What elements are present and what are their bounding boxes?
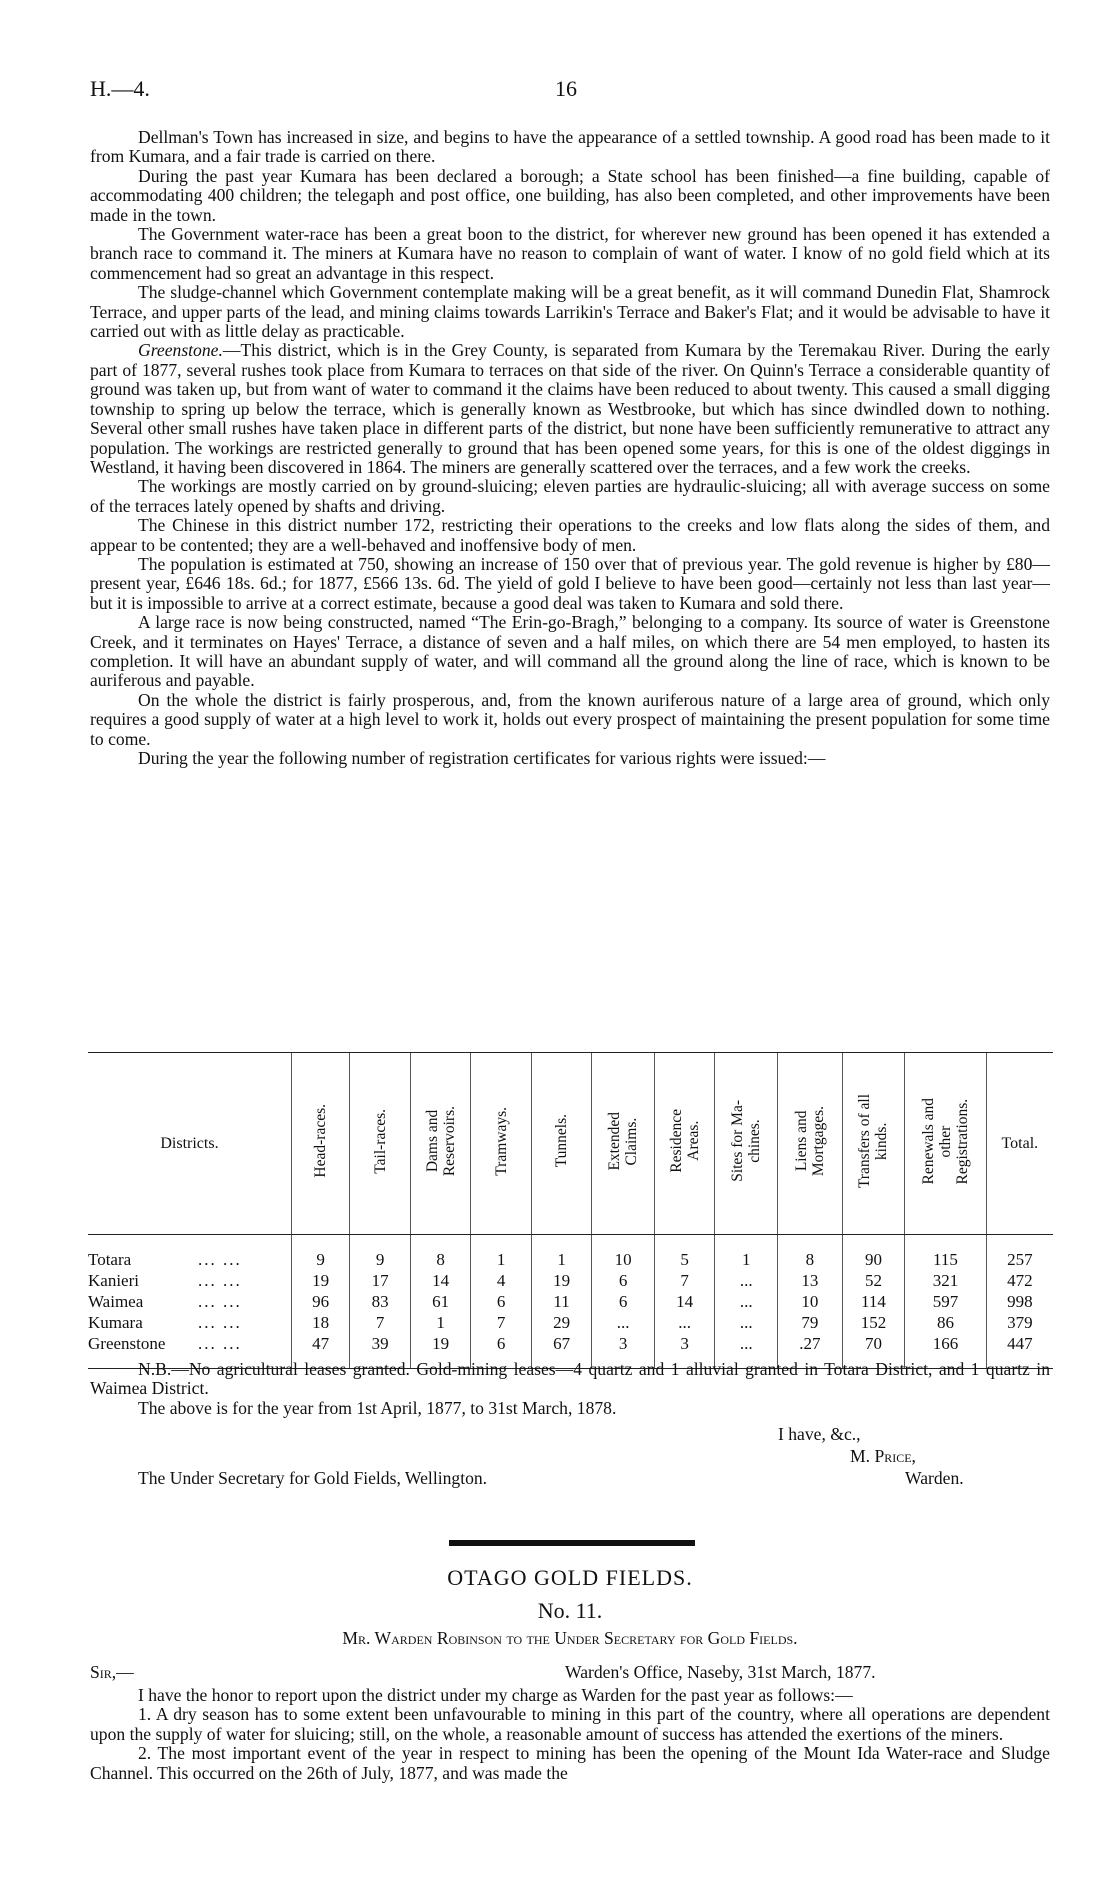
table-cell: 86 (905, 1312, 986, 1333)
table-cell: ... (715, 1270, 778, 1291)
table-cell: 166 (905, 1333, 986, 1369)
signatory-name: M. Price, (850, 1446, 916, 1466)
table-row (88, 1291, 1053, 1312)
otago-report-body (90, 1686, 1050, 1783)
table-cell: 67 (531, 1333, 592, 1369)
report-body (90, 128, 1050, 768)
district-cell: Kumara ... ... (88, 1313, 242, 1332)
table-cell: 5 (654, 1235, 715, 1271)
table-cell: 257 (986, 1235, 1053, 1271)
district-cell: Kanieri ... ... (88, 1271, 242, 1290)
table-cell: 321 (905, 1270, 986, 1291)
signatory-title: Warden. (905, 1468, 964, 1488)
table-cell: 14 (410, 1270, 471, 1291)
paragraph: The sludge-channel which Government contemplate making will be a great benefit, as it will command Dunedin Flat, Shamrock Terrace, and upper parts of the lead, and mining claims towards Larrikin's Terrace and Baker's Flat; and it would be advisable to have it carried out with as little delay as practicable. (90, 282, 1050, 342)
paragraph: I have the honor to report upon the district under my charge as Warden for the past year as follows:— (138, 1685, 853, 1705)
table-cell: 18 (291, 1312, 349, 1333)
period-note: The above is for the year from 1st April, 1877, to 31st March, 1878. (138, 1397, 617, 1418)
table-cell: 6 (592, 1270, 655, 1291)
paragraph: 1. A dry season has to some extent been unfavourable to mining in this part of the country, where all operations are dependent upon the supply of water for sluicing; still, on the whole, a reasonable amount of success has attended the exertions of the miners. (90, 1704, 1050, 1744)
column-header: Sites for Ma- chines. (715, 1053, 778, 1235)
table-cell: 114 (842, 1291, 905, 1312)
table-cell: 83 (350, 1291, 411, 1312)
table-cell: 6 (471, 1291, 532, 1312)
table-cell: ... (715, 1291, 778, 1312)
column-header: Liens and Mortgages. (778, 1053, 843, 1235)
table-cell: 1 (531, 1235, 592, 1271)
district-cell: Waimea ... ... (88, 1292, 242, 1311)
column-header: Tunnels. (531, 1053, 592, 1235)
registration-certificates-table (88, 1052, 1053, 1369)
paragraph: On the whole the district is fairly prosperous, and, from the known auriferous nature of a large area of ground, which only requires a good supply of water at a high level to work it, holds out every prospect of maintaining the present population for some time to come. (90, 689, 1050, 749)
table-cell: .27 (778, 1333, 843, 1369)
table-cell: 10 (592, 1235, 655, 1271)
district-cell: Greenstone ... ... (88, 1333, 291, 1369)
table-cell: 52 (842, 1270, 905, 1291)
table-header-row (88, 1053, 1053, 1235)
table-cell: 29 (531, 1312, 592, 1333)
table-cell: 152 (842, 1312, 905, 1333)
table-cell: 11 (531, 1291, 592, 1312)
paragraph: During the year the following number of registration certificates for various rights were issued:— (138, 748, 826, 768)
table-cell: 19 (291, 1270, 349, 1291)
greenstone-paragraph (90, 341, 1050, 477)
salutation: Sir,— (90, 1662, 134, 1682)
document-reference: H.—4. (90, 76, 150, 101)
page-header (90, 76, 1050, 106)
section-divider (449, 1540, 695, 1546)
table-cell: 79 (778, 1312, 843, 1333)
table-cell: 17 (350, 1270, 411, 1291)
table-cell: 3 (592, 1333, 655, 1369)
table-cell: ... (715, 1312, 778, 1333)
paragraph: A large race is now being constructed, named “The Erin-go-Bragh,” belonging to a company. Its source of water is Greenstone Creek, and it terminates on Hayes' Terrace, a distance of seven and a half miles, on which there are 54 men employed, to hasten its completion. It will have an abundant supply of water, and will command all the ground along the line of race, which is known to be auriferous and payable. (90, 612, 1050, 691)
table-row (88, 1235, 1053, 1271)
paragraph: The Chinese in this district number 172, restricting their operations to the creeks and low flats along the sides of them, and appear to be contented; they are a well-behaved and inoffensive body of men. (90, 515, 1050, 555)
column-header: Head-races. (291, 1053, 349, 1235)
table-cell: 47 (291, 1333, 349, 1369)
page-number: 16 (555, 76, 577, 101)
table-cell: 7 (471, 1312, 532, 1333)
table-cell: 13 (778, 1270, 843, 1291)
table-cell: 1 (715, 1235, 778, 1271)
greenstone-text: —This district, which is in the Grey County, is separated from Kumara by the Teremakau River. During the early part of 1877, several rushes took place from Kumara to terraces on that side of the river. On Quinn's Terrace a considerable quantity of ground was taken up, but from want of water to command it the claims have been reduced to about twenty. This caused a small digging township to spring up below the terrace, which is generally known as Westbrooke, but which has since dwindled down to nothing. Several other small rushes have taken place in different parts of the district, but none have been sufficiently remunerative to attract any population. The workings are restricted generally to ground that has been opened some years, for this is one of the oldest diggings in Westland, it having been discovered in 1864. The miners are generally scattered over the terraces, and a few work the creeks. (90, 340, 1050, 477)
closing: I have, &c., (778, 1424, 861, 1444)
section-subtitle: Mr. Warden Robinson to the Under Secretary for Gold Fields. (342, 1628, 798, 1648)
table-cell: 9 (291, 1235, 349, 1271)
table-cell: 8 (410, 1235, 471, 1271)
table-cell: 9 (350, 1235, 411, 1271)
table-cell: 19 (410, 1333, 471, 1369)
column-header: Renewals and other Registrations. (905, 1053, 986, 1235)
column-header: Dams and Reservoirs. (410, 1053, 471, 1235)
table-cell: 8 (778, 1235, 843, 1271)
table-cell: 6 (592, 1291, 655, 1312)
table-cell: 3 (654, 1333, 715, 1369)
dateline: Warden's Office, Naseby, 31st March, 1877. (565, 1662, 876, 1682)
section-title: OTAGO GOLD FIELDS. (447, 1565, 693, 1590)
table-row (88, 1312, 1053, 1333)
table-cell: 4 (471, 1270, 532, 1291)
table-cell: 61 (410, 1291, 471, 1312)
table-cell: 39 (350, 1333, 411, 1369)
table-cell: ... (654, 1312, 715, 1333)
table-cell: 96 (291, 1291, 349, 1312)
table-cell: 447 (986, 1333, 1053, 1369)
paragraph: The workings are mostly carried on by ground-sluicing; eleven parties are hydraulic-sluicing; all with average success on some of the terraces lately opened by shafts and driving. (90, 476, 1050, 516)
column-header: Transfers of all kinds. (842, 1053, 905, 1235)
table-cell: 115 (905, 1235, 986, 1271)
table-cell: 7 (654, 1270, 715, 1291)
section-number: No. 11. (537, 1598, 603, 1623)
column-header: Districts. (88, 1053, 291, 1235)
district-cell: Totara ... ... (88, 1250, 242, 1269)
column-header: Residence Areas. (654, 1053, 715, 1235)
column-header: Tail-races. (350, 1053, 411, 1235)
table-cell: 1 (471, 1235, 532, 1271)
paragraph: Dellman's Town has increased in size, and begins to have the appearance of a settled township. A good road has been made to it from Kumara, and a fair trade is carried on there. (90, 127, 1050, 167)
column-header: Total. (986, 1053, 1053, 1235)
table-cell: 472 (986, 1270, 1053, 1291)
table-cell: 70 (842, 1333, 905, 1369)
table-cell: 379 (986, 1312, 1053, 1333)
table-notes (90, 1360, 1050, 1418)
table-cell: ... (592, 1312, 655, 1333)
table-cell: 90 (842, 1235, 905, 1271)
addressee: The Under Secretary for Gold Fields, Wellington. (138, 1468, 488, 1488)
paragraph: The population is estimated at 750, showing an increase of 150 over that of previous year. The gold revenue is higher by £80—present year, £646 18s. 6d.; for 1877, £566 13s. 6d. The yield of gold I believe to have been good—certainly not less than last year—but it is impossible to arrive at a correct estimate, because a good deal was taken to Kumara and sold there. (90, 553, 1050, 613)
table-cell: 998 (986, 1291, 1053, 1312)
nb-note: N.B.—No agricultural leases granted. Gold-mining leases—4 quartz and 1 alluvial granted in Totara District, and 1 quartz in Waimea District. (90, 1359, 1050, 1399)
table-cell: 19 (531, 1270, 592, 1291)
paragraph: During the past year Kumara has been declared a borough; a State school has been finished—a fine building, capable of accommodating 400 children; the telegaph and post office, one building, has also been completed, and other improvements have been made in the town. (90, 165, 1050, 225)
table-cell: 7 (350, 1312, 411, 1333)
table-row (88, 1270, 1053, 1291)
paragraph: 2. The most important event of the year in respect to mining has been the opening of the Mount Ida Water-race and Sludge Channel. This occurred on the 26th of July, 1877, and was made the (90, 1743, 1050, 1783)
table-cell: 597 (905, 1291, 986, 1312)
greenstone-label: Greenstone. (138, 340, 223, 361)
paragraph: The Government water-race has been a great boon to the district, for wherever new ground has been opened it has extended a branch race to command it. The miners at Kumara have no reason to complain of want of water. I know of no gold field which at its commencement had so great an advantage in this respect. (90, 224, 1050, 283)
table-cell: 14 (654, 1291, 715, 1312)
table-cell: 6 (471, 1333, 532, 1369)
table-cell: 1 (410, 1312, 471, 1333)
column-header: Tramways. (471, 1053, 532, 1235)
table-cell: ... (715, 1333, 778, 1369)
column-header: Extended Claims. (592, 1053, 655, 1235)
table-cell: 10 (778, 1291, 843, 1312)
